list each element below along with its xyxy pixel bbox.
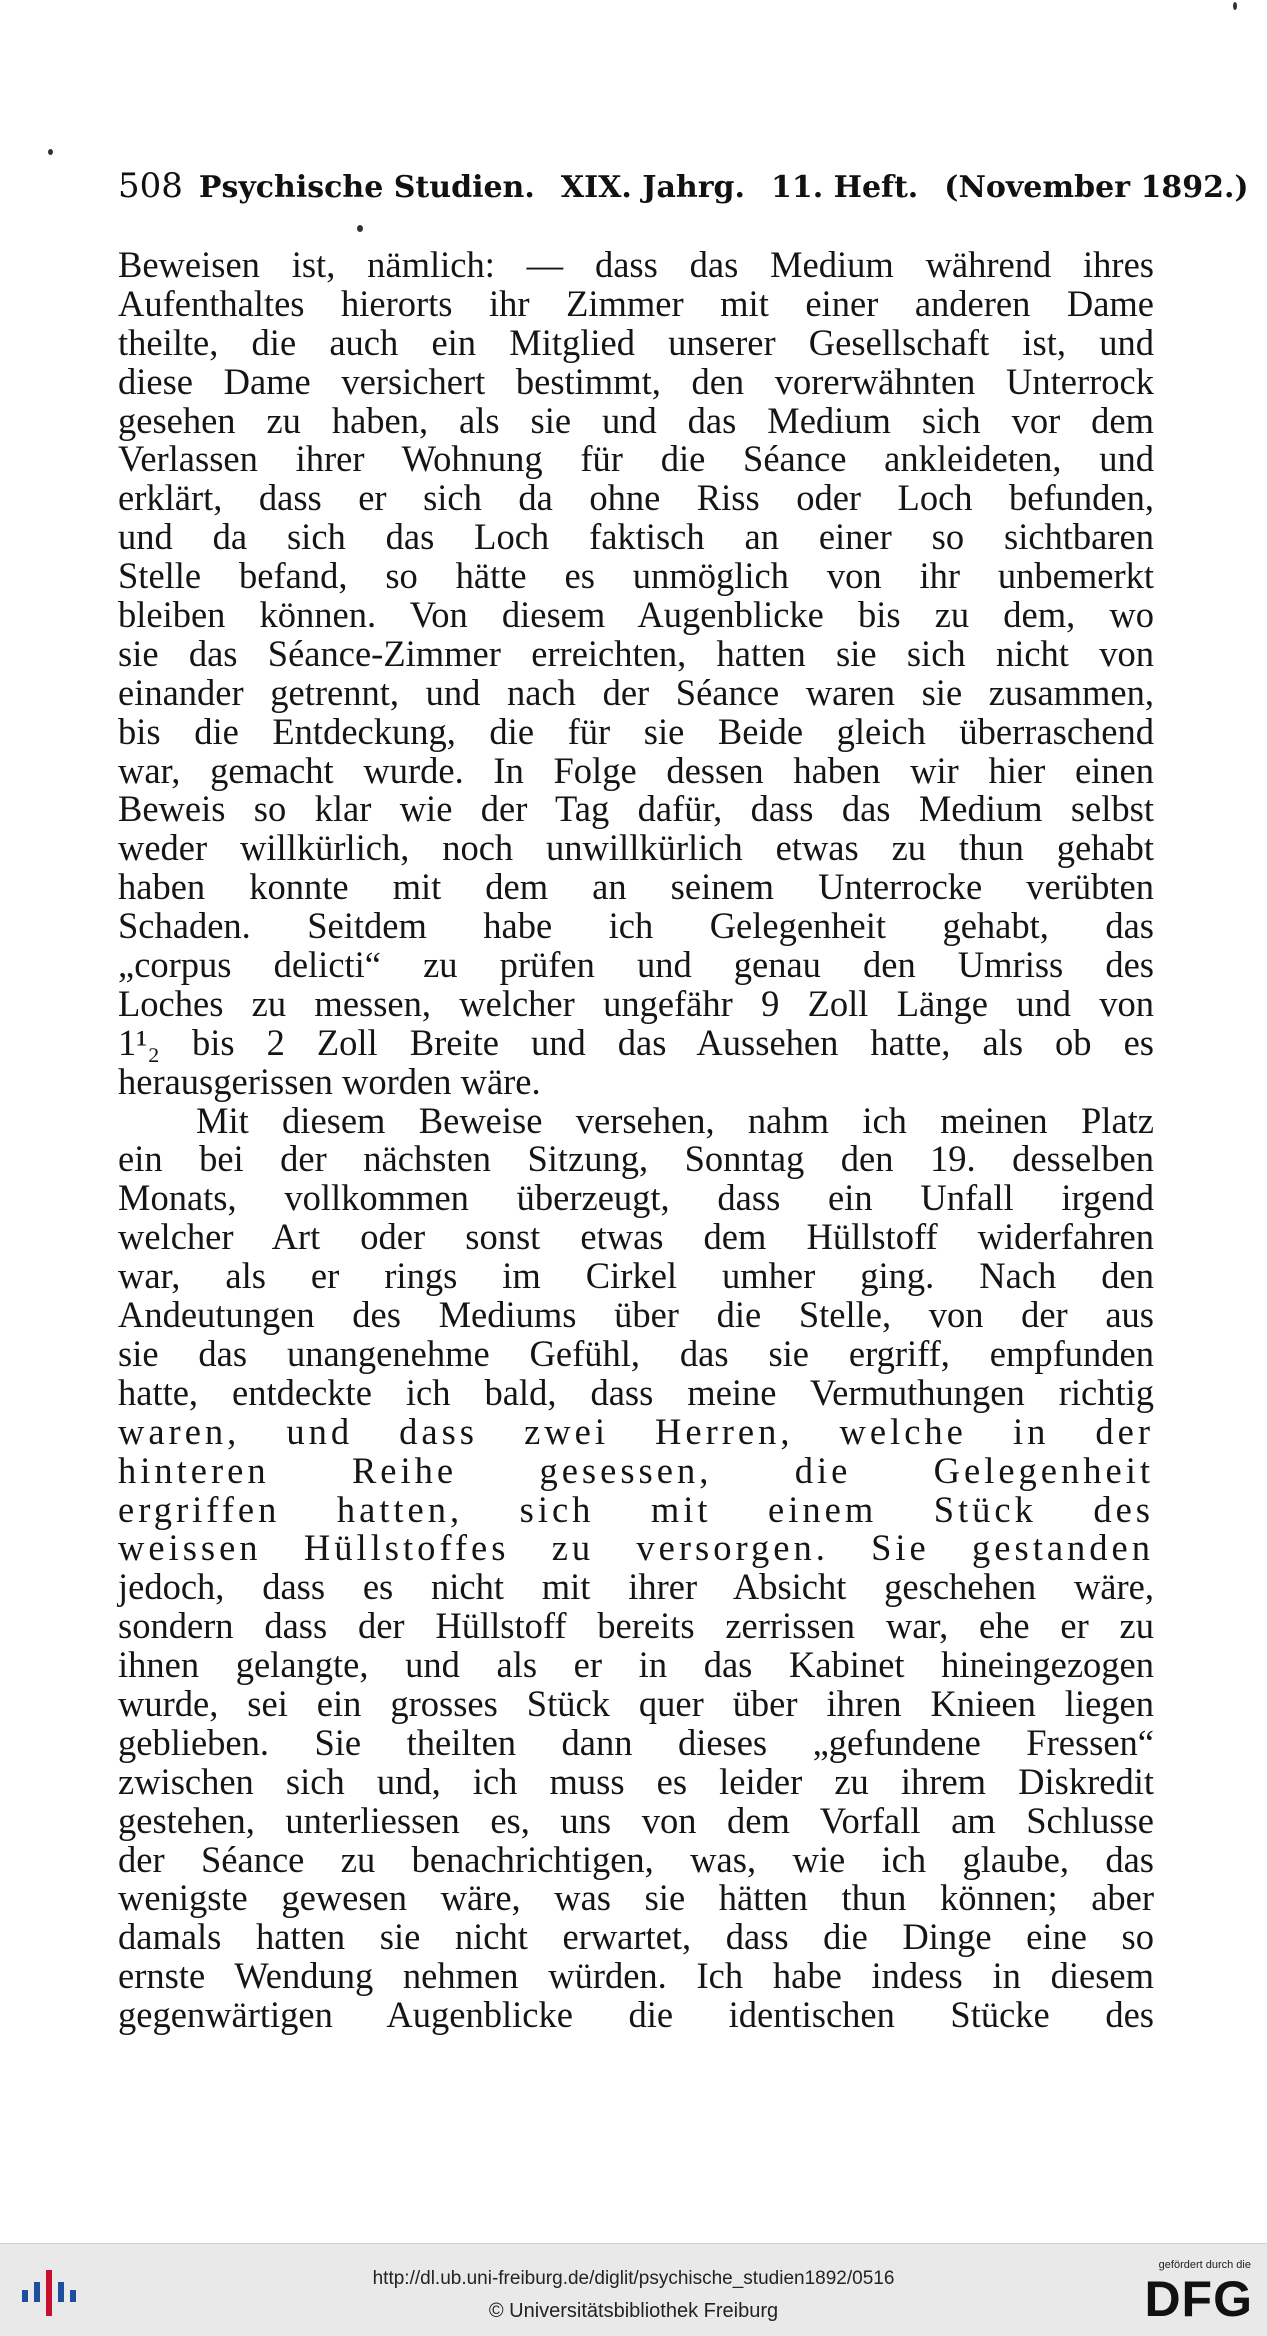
text-line: Verlassen ihrer Wohnung für die Séance ankleideten, und [118, 438, 1154, 480]
text-line: sie das unangenehme Gefühl, das sie ergriff, empfunden [118, 1332, 1154, 1374]
text-line: erklärt, dass er sich da ohne Riss oder Loch befunden, [118, 477, 1154, 519]
text-line: Stelle befand, so hätte es unmöglich von ihr unbemerkt [118, 555, 1154, 597]
text-line: wurde, sei ein grosses Stück quer über ihren Knieen liegen [118, 1682, 1154, 1724]
text-line: ihnen gelangte, und als er in das Kabinet hineingezogen [118, 1644, 1154, 1686]
text-line: zwischen sich und, ich muss es leider zu ihrem Diskredit [118, 1760, 1154, 1802]
text-line: 1¹₂ bis 2 Zoll Breite und das Aussehen hatte, als ob es [118, 1021, 1154, 1063]
text-line: einander getrennt, und nach der Séance waren sie zusammen, [118, 671, 1154, 713]
text-line: Monats, vollkommen überzeugt, dass ein Unfall irgend [118, 1177, 1154, 1219]
text-line: gegenwärtigen Augenblicke die identischen Stücke des [118, 1994, 1154, 2036]
text-line: Loches zu messen, welcher ungefähr 9 Zoll Länge und von [118, 982, 1154, 1024]
text-line: ein bei der nächsten Sitzung, Sonntag den 19. desselben [118, 1138, 1154, 1180]
digitization-footer [0, 2243, 1267, 2336]
text-line: jedoch, dass es nicht mit ihrer Absicht geschehen wäre, [118, 1566, 1154, 1608]
text-line: welcher Art oder sonst etwas dem Hüllstoff widerfahren [118, 1216, 1154, 1258]
text-line: „corpus delicti“ zu prüfen und genau den Umriss des [118, 944, 1154, 986]
text-line: theilte, die auch ein Mitglied unserer Gesellschaft ist, und [118, 321, 1154, 363]
text-line: ergriffen hatten, sich mit einem Stück des [118, 1488, 1154, 1530]
text-line: hinteren Reihe gesessen, die Gelegenheit [118, 1449, 1154, 1491]
scan-speck [1233, 2, 1237, 10]
text-line: haben konnte mit dem an seinem Unterrocke verübten [118, 866, 1154, 908]
running-header [118, 166, 1249, 206]
text-line: gestehen, unterliessen es, uns von dem Vorfall am Schlusse [118, 1799, 1154, 1841]
text-line: bis die Entdeckung, die für sie Beide gleich überraschend [118, 710, 1154, 752]
text-line: gesehen zu haben, als sie und das Medium sich vor dem [118, 399, 1154, 441]
text-line: Schaden. Seitdem habe ich Gelegenheit gehabt, das [118, 905, 1154, 947]
dfg-logo[interactable]: DFG [1144, 2271, 1253, 2327]
text-line: bleiben können. Von diesem Augenblicke bis zu dem, wo [118, 594, 1154, 636]
text-line: Beweisen ist, nämlich: — dass das Medium während ihres [118, 244, 1154, 285]
volume-label: XIX. Jahrg. [560, 170, 745, 205]
issue-date: (November 1892.) [944, 170, 1249, 205]
text-line: herausgerissen worden wäre. [118, 1060, 541, 1102]
text-line: geblieben. Sie theilten dann dieses „gefundene Fressen“ [118, 1721, 1154, 1763]
text-line: hatte, entdeckte ich bald, dass meine Vermuthungen richtig [118, 1371, 1154, 1413]
page-number: 508 [118, 166, 183, 206]
text-line: damals hatten sie nicht erwartet, dass die Dinge eine so [118, 1916, 1154, 1958]
text-line: war, gemacht wurde. In Folge dessen haben wir hier einen [118, 749, 1154, 791]
text-line: sondern dass der Hüllstoff bereits zerrissen war, ehe er zu [118, 1605, 1154, 1647]
text-line: sie das Séance-Zimmer erreichten, hatten sie sich nicht von [118, 632, 1154, 674]
text-line: waren, und dass zwei Herren, welche in der [118, 1410, 1154, 1452]
text-line: und da sich das Loch faktisch an einer so sichtbaren [118, 516, 1154, 558]
text-line: der Séance zu benachrichtigen, was, wie ich glaube, das [118, 1838, 1154, 1880]
text-line: Aufenthaltes hierorts ihr Zimmer mit einer anderen Dame [118, 282, 1154, 324]
funding-caption: gefördert durch die [1158, 2259, 1251, 2271]
body-text [118, 246, 1154, 2035]
source-url-link[interactable]: http://dl.ub.uni-freiburg.de/diglit/psychische_studien1892/0516 [372, 2268, 895, 2289]
text-line: wenigste gewesen wäre, was sie hätten thun können; aber [118, 1877, 1154, 1919]
text-line: weissen Hüllstoffes zu versorgen. Sie gestanden [118, 1527, 1154, 1569]
text-line: weder willkürlich, noch unwillkürlich etwas zu thun gehabt [118, 827, 1154, 869]
text-line: Mit diesem Beweise versehen, nahm ich meinen Platz [196, 1099, 1154, 1141]
text-line: diese Dame versichert bestimmt, den vorerwähnten Unterrock [118, 360, 1154, 402]
journal-title: Psychische Studien. [198, 170, 535, 205]
scan-speck [48, 149, 53, 155]
copyright-notice: © Universitätsbibliothek Freiburg [488, 2300, 779, 2322]
issue-label: 11. Heft. [770, 170, 919, 205]
text-line: Andeutungen des Mediums über die Stelle, von der aus [118, 1294, 1154, 1336]
scan-speck [357, 225, 363, 232]
text-line: ernste Wendung nehmen würden. Ich habe indess in diesem [118, 1955, 1154, 1997]
text-line: war, als er rings im Cirkel umher ging. Nach den [118, 1255, 1154, 1297]
text-line: Beweis so klar wie der Tag dafür, dass das Medium selbst [118, 788, 1154, 830]
